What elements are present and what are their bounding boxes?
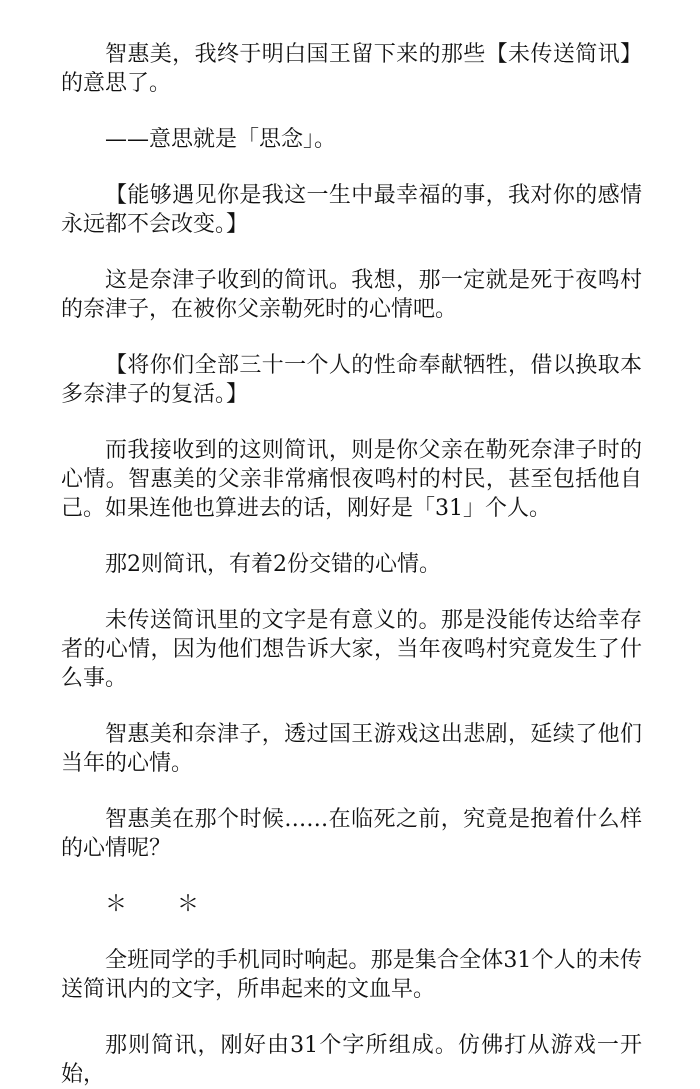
paragraph: 那则简讯，刚好由31个字所组成。仿佛打从游戏一开始，: [61, 1033, 642, 1087]
paragraph: 而我接收到的这则简讯，则是你父亲在勒死奈津子时的心情。智惠美的父亲非常痛恨夜鸣村的村民，甚至包括他自己。如果连他也算进去的话，刚好是「31」个人。: [61, 438, 642, 521]
paragraph: 智惠美在那个时候……在临死之前，究竟是抱着什么样的心情呢？: [61, 807, 642, 861]
paragraph: 未传送简讯里的文字是有意义的。那是没能传达给幸存者的心情，因为他们想告诉大家，当年夜鸣村究竟发生了什么事。: [61, 608, 642, 691]
paragraph: 【将你们全部三十一个人的性命奉献牺牲，借以换取本多奈津子的复活。】: [61, 353, 642, 407]
paragraph: 那2则简讯，有着2份交错的心情。: [105, 552, 441, 577]
section-separator: ＊ ＊: [105, 892, 202, 917]
paragraph: 全班同学的手机同时响起。那是集合全体31个人的未传送简讯内的文字，所串起来的文血早。: [61, 948, 642, 1002]
paragraph: ——意思就是「思念」。: [105, 127, 337, 152]
paragraph: 智惠美和奈津子，透过国王游戏这出悲剧，延续了他们当年的心情。: [61, 722, 642, 776]
paragraph: 智惠美，我终于明白国王留下来的那些【未传送简讯】的意思了。: [61, 42, 642, 96]
paragraph: 【能够遇见你是我这一生中最幸福的事，我对你的感情永远都不会改变。】: [61, 183, 642, 237]
paragraph: 这是奈津子收到的简讯。我想，那一定就是死于夜鸣村的奈津子，在被你父亲勒死时的心情吧。: [61, 268, 642, 322]
